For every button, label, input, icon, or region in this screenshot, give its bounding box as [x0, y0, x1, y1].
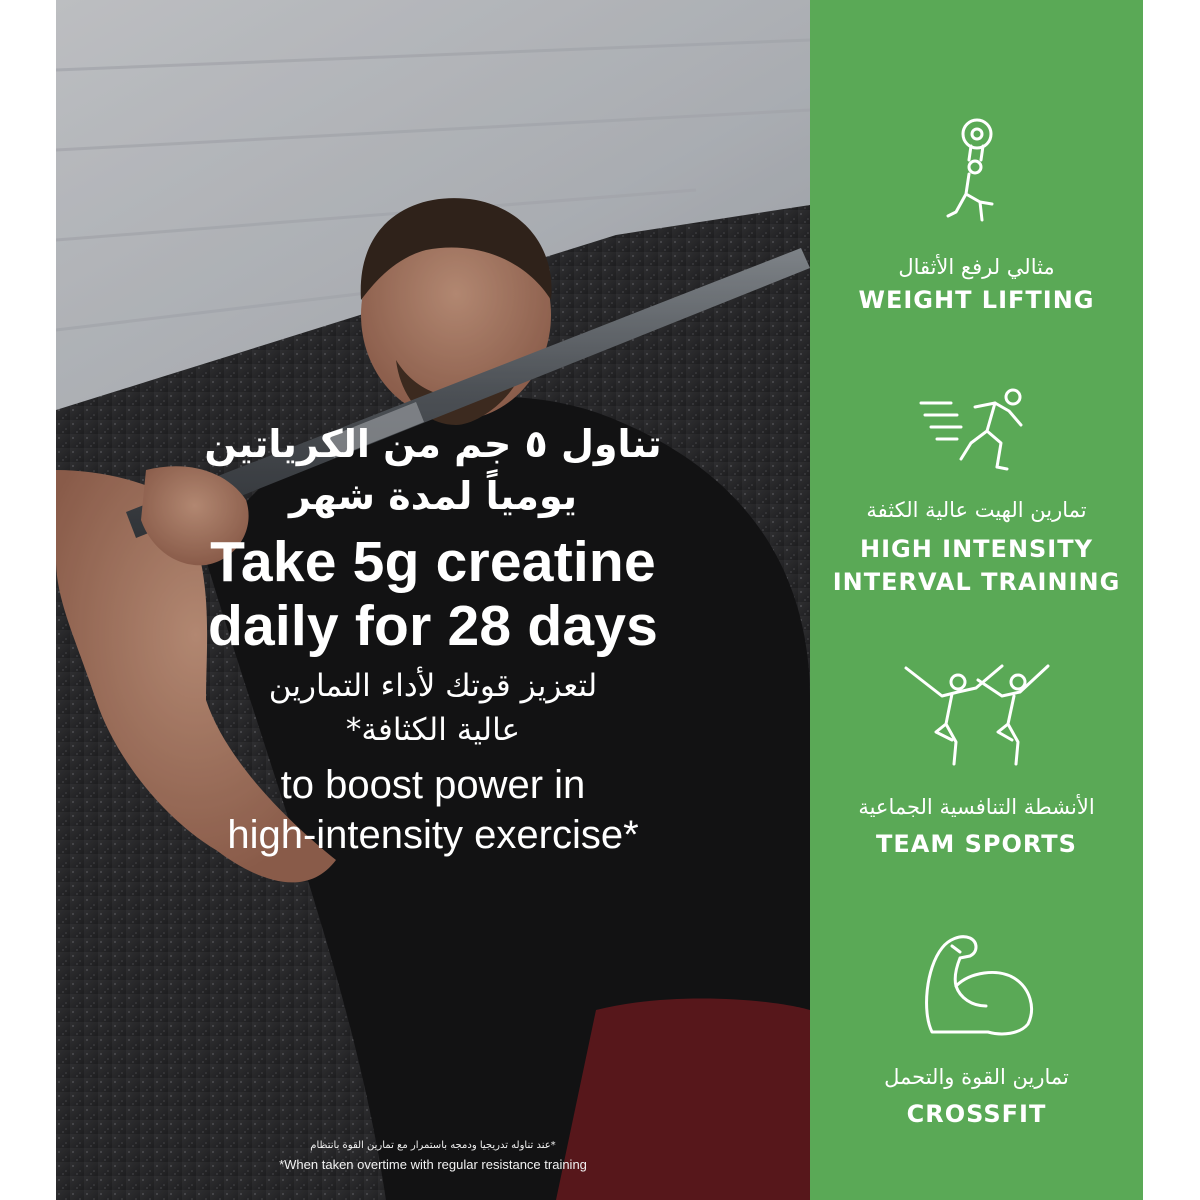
activities-panel	[810, 0, 1143, 1200]
activity-weight-lifting	[810, 112, 1143, 317]
headline-english-line-2: daily for 28 days	[207, 594, 659, 658]
subheadline-english-line-2: high-intensity exercise*	[227, 813, 639, 857]
activity-hiit-english-line-2: INTERVAL TRAINING	[832, 568, 1121, 596]
footnote-arabic: *عند تناوله تدريجيا ودمجه باستمرار مع تمارين القوة بانتظام	[310, 1140, 556, 1151]
weightlifter-icon	[942, 112, 1012, 232]
activity-hiit-arabic: تمارين الهيت عالية الكثفة	[866, 498, 1087, 522]
subheadline-arabic-line-1: لتعزيز قوتك لأداء التمارين	[268, 668, 598, 704]
headline-arabic-line-1: تناول ٥ جم من الكرياتين	[204, 422, 662, 466]
activity-team-sports-arabic: الأنشطة التنافسية الجماعية	[858, 795, 1095, 819]
team-players-icon	[902, 660, 1052, 770]
disclaimer-footnote	[56, 1138, 810, 1176]
headline-block	[56, 418, 810, 860]
activity-weight-lifting-english: WEIGHT LIFTING	[858, 286, 1095, 314]
activity-team-sports	[810, 660, 1143, 861]
headline-arabic-line-2: يومياً لمدة شهر	[288, 474, 578, 518]
footnote-english: *When taken overtime with regular resistance training	[279, 1157, 587, 1172]
activity-weight-lifting-arabic: مثالي لرفع الأثقال	[898, 255, 1055, 279]
activity-hiit	[810, 385, 1143, 599]
activity-crossfit-english: CROSSFIT	[906, 1100, 1047, 1128]
flexed-arm-icon	[912, 928, 1042, 1038]
subheadline-arabic-line-2: عالية الكثافة*	[345, 712, 521, 748]
runner-icon	[917, 385, 1037, 475]
headline-english-line-1: Take 5g creatine	[210, 530, 656, 594]
activity-crossfit	[810, 928, 1143, 1131]
activity-team-sports-english: TEAM SPORTS	[876, 830, 1077, 858]
activity-hiit-english-line-1: HIGH INTENSITY	[860, 535, 1093, 563]
activity-crossfit-arabic: تمارين القوة والتحمل	[884, 1065, 1069, 1089]
subheadline-english-line-1: to boost power in	[280, 763, 586, 807]
